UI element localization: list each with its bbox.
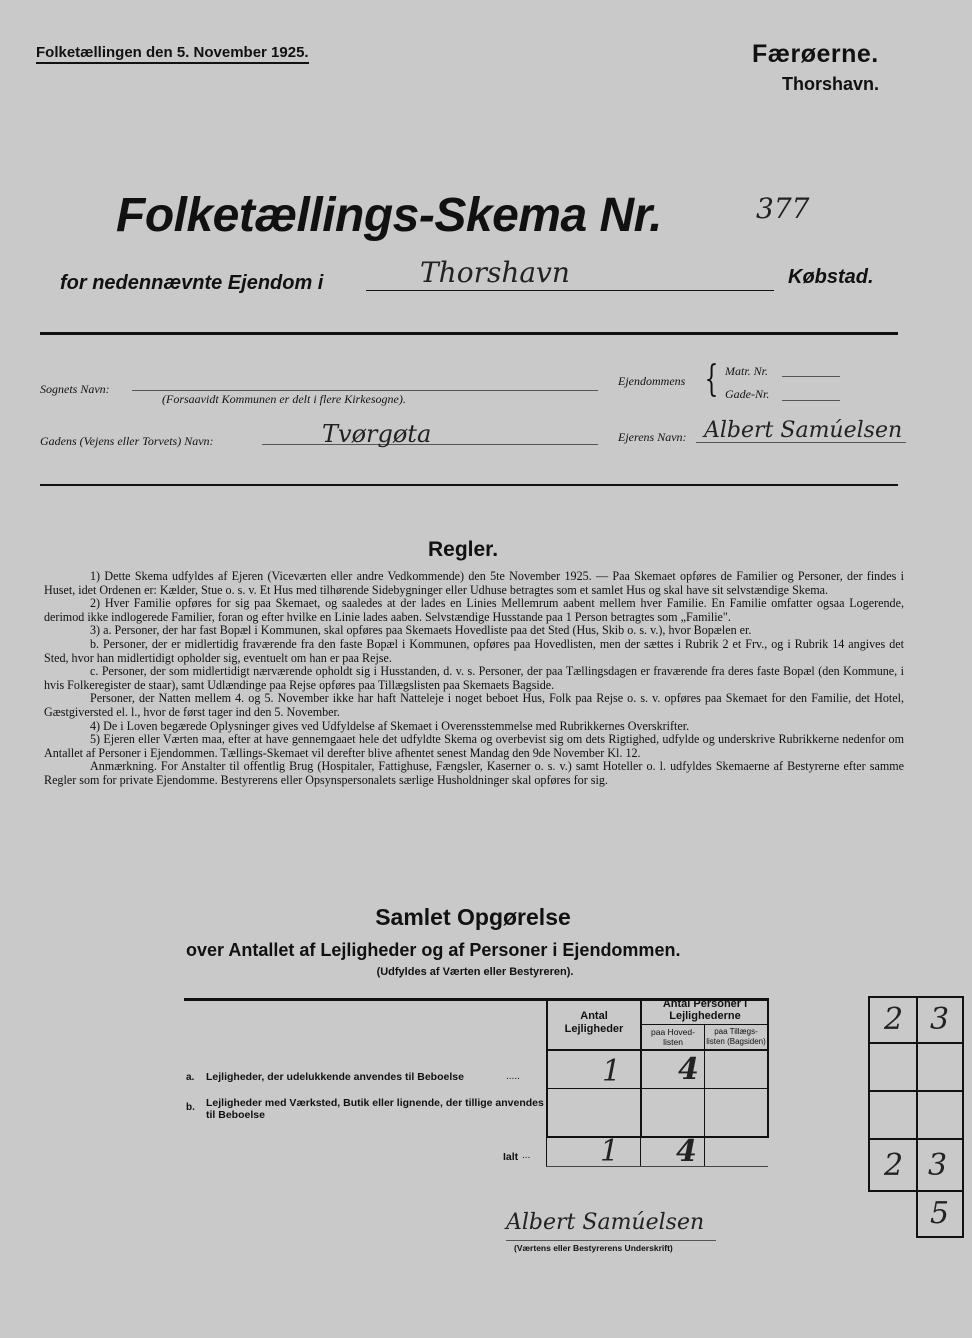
rule-4: 4) De i Loven begærede Oplysninger gives ved Udfyldelse af Skemaet i Overensstemmelse med Rubrikkernes Overskrifter. [90,718,690,733]
census-title: Folketællingen den 5. November 1925. [36,44,309,64]
matr-underline [782,376,840,377]
rule-2: 2) Hver Familie opføres for sig paa Skemaet, og saaledes at der lades en Linies Mellemrum aabent mellem hver Familie. En Familie omfatter ogsaa Logerende, derimod ikke indlogerede Familier, foran og efter hvilke en Linie lades aaben. Selvstændige Husstande paa 1 Person betragtes som „Familie". [44,596,904,624]
total-apartments: 1 [600,1134,620,1169]
tally-r1c2-value: 3 [930,1002,950,1037]
summary-title: Samlet Opgørelse [375,904,571,930]
summary-subtitle: over Antallet af Lejligheder og af Personer i Ejendommen. [186,940,681,960]
parish-label: Sognets Navn: [40,382,110,396]
row-a-text: Lejligheder, der udelukkende anvendes til Beboelse [206,1071,464,1083]
property-ids-label: Ejendommens [618,374,686,388]
col-apartments-header: Antal Lejligheder [564,1010,624,1035]
street-no-underline [782,400,840,401]
tally-r4c1-value: 2 [884,1148,904,1183]
col-main-header: paa Hoved-listen [651,1027,695,1047]
total-dots: ... [522,1150,531,1161]
tally-r1c1-value: 2 [884,1002,904,1037]
table-col-1 [546,998,548,1138]
signature: Albert Samúelsen [506,1210,705,1235]
tally-r4c2 [916,1138,964,1192]
property-label: for nedennævnte Ejendom i [60,272,324,294]
table-bottom-rule [546,1166,768,1167]
table-total-rule [546,1136,768,1138]
street-label: Gadens (Vejens eller Torvets) Navn: [40,434,214,448]
rules-text [44,570,904,788]
table-col-2 [640,998,642,1138]
divider-bottom [40,484,898,486]
table-col-4 [767,998,769,1138]
city-label: Thorshavn. [782,74,880,94]
tally-r3c1 [868,1090,918,1140]
table-subhead-rule [640,1024,768,1025]
table-head-rule [546,1049,768,1051]
tally-r2c1 [868,1042,918,1092]
divider-top [40,332,898,335]
tally-r5 [916,1190,964,1238]
table-bottom-col-2 [640,1138,641,1166]
table-bottom-col-3 [704,1138,705,1166]
form-number: 377 [756,192,810,225]
rule-1: 1) Dette Skema udfyldes af Ejeren (Viceværten eller andre Vedkommende) den 5te November 1925. — Paa Skemaet opføres de Familier og Personer, der findes i Huset, idet Ordenen er: Kælder, Stue o. s. v. Et Hus med tilhørende Sidebygninger eller Udhuse betragtes som et samlet Hus og skal have sit selvstændige Skema. [44,569,904,597]
tally-r5-value: 5 [930,1196,950,1231]
town-value: Thorshavn [420,256,570,289]
summary-note: (Udfyldes af Værten eller Bestyreren). [376,966,574,978]
col-supp-header: paa Tillægs-listen (Bagsiden) [706,1027,766,1046]
town-underline [366,290,774,291]
form-title: Folketællings-Skema Nr. [116,189,663,242]
rule-3-night: Personer, der Natten mellem 4. og 5. November ikke har haft Natteleje i noget beboet Hus, Folk paa Rejse o. s. v. opføres paa Skemaet for den Familie, det Hotel, Gæstgiversted el. l., hvor de først tager ind den 5. November. [44,691,904,719]
row-a-label: a. [186,1072,195,1083]
owner-value: Albert Samúelsen [704,418,903,443]
signature-caption: (Værtens eller Bestyrerens Underskrift) [514,1243,673,1253]
signature-line [506,1240,716,1241]
tally-r3c2 [916,1090,964,1140]
tally-r2c2 [916,1042,964,1092]
tally-r4c1 [868,1138,918,1192]
rules-heading: Regler. [428,538,499,561]
parish-underline [132,390,598,391]
region-label: Færøerne. [752,40,879,68]
brace-icon: { [704,359,719,400]
total-main: 4 [676,1134,697,1169]
rule-3c: c. Personer, der som midlertidigt nærværende opholdt sig i Husstanden, d. v. s. Personer, der paa Tællingsdagen er fraværende fra deres faste Bopæl (den Kommune, i hvis Folkeregister de staar), samt Udlændinge paa Rejse opføres paa Tillægslisten paa Skemaets Bagside. [44,664,904,692]
tally-r1c1 [868,996,918,1044]
table-bottom-col-1 [546,1138,547,1166]
matr-label: Matr. Nr. [725,364,769,378]
total-label: Ialt [503,1151,519,1163]
row-b-label: b. [186,1102,195,1113]
tally-r1c2 [916,996,964,1044]
table-row-rule [546,1088,768,1089]
street-value: Tvørgøta [322,420,432,448]
row-a-dots: ..... [506,1071,520,1082]
row-a-main: 4 [678,1052,699,1087]
rule-3b: b. Personer, der er midlertidig fraværende fra den faste Bopæl i Kommunen, opføres paa Hovedlisten, men der sættes i Rubrik 2 et Frv., og i Rubrik 14 angives det Sted, hvor han midlertidigt opholder sig, eventuelt om han er paa Rejse. [44,636,904,665]
tally-r4c2-value: 3 [928,1148,948,1183]
col-persons-header: Antal Personer i Lejlighederne [662,998,748,1022]
rule-5: 5) Ejeren eller Værten maa, efter at have gennemgaaet hele det udfyldte Skema og overbevist sig om dets Rigtighed, udfylde og underskrive Rubrikkerne nedenfor om Antallet af Personer i Ejendommen. Tællings-Skemaet vil derefter blive afhentet senest Mandag den 9de November Kl. 12. [44,732,904,760]
rule-3a: 3) a. Personer, der har fast Bopæl i Kommunen, skal opføres paa Skemaets Hovedliste paa det Sted (Hus, Skib o. s. v.), hvor Bopælen er. [90,623,752,638]
town-type: Købstad. [788,266,874,288]
parish-note: (Forsaavidt Kommunen er delt i flere Kirkesogne). [162,392,406,406]
row-b-text: Lejligheder med Værksted, Butik eller lignende, der tillige anvendes til Beboelse [206,1097,544,1121]
street-no-label: Gade-Nr. [725,387,770,401]
row-a-apartments: 1 [602,1054,622,1089]
owner-label: Ejerens Navn: [618,430,687,444]
rule-note: Anmærkning. For Anstalter til offentlig Brug (Hospitaler, Fattighuse, Fængsler, Kaserner o. s. v.) samt Hoteller o. l. udfyldes Skemaerne af Bestyrerne efter samme Regler som for private Ejendomme. Bestyrerens eller Opsynspersonalets særlige Husholdninger skal opføres for sig. [44,759,904,787]
